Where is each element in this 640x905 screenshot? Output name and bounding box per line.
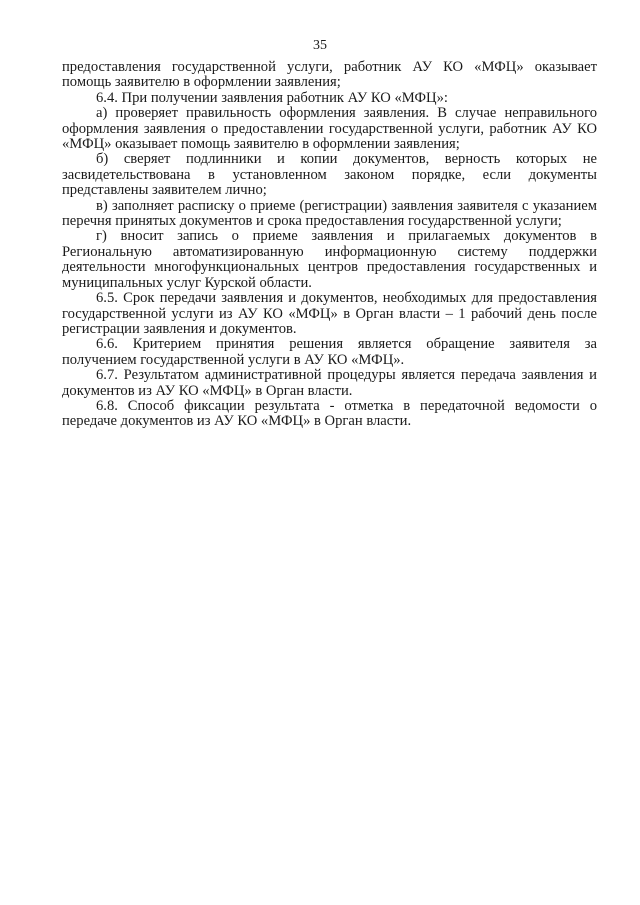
paragraph-6-4-g: г) вносит запись о приеме заявления и прилагаемых документов в Региональную автоматизированную информационную систему поддержки деятельности многофункциональных центров предоставления государственных и муниципальных услуг Курской области. (62, 228, 597, 291)
paragraph-6-4-v: в) заполняет расписку о приеме (регистрации) заявления заявителя с указанием перечня принятых документов и срока предоставления государственной услуги; (62, 197, 597, 230)
paragraph-6-5: 6.5. Срок передачи заявления и документов, необходимых для предоставления государственной услуги из АУ КО «МФЦ» в Орган власти – 1 рабочий день после регистрации заявления и документов. (62, 290, 597, 337)
paragraph-6-4-b: б) сверяет подлинники и копии документов, верность которых не засвидетельствована в установленном законом порядке, если документы представлены заявителем лично; (62, 151, 597, 199)
paragraph-6-8: 6.8. Способ фиксации результата - отметка в передаточной ведомости о передаче документов из АУ КО «МФЦ» в Орган власти. (62, 397, 597, 430)
paragraph-6-7: 6.7. Результатом административной процедуры является передача заявления и документов из АУ КО «МФЦ» в Орган власти. (62, 367, 597, 399)
page-number: 35 (313, 38, 327, 53)
paragraph-6-4: 6.4. При получении заявления работник АУ КО «МФЦ»: (96, 89, 448, 106)
paragraph-continuation: предоставления государственной услуги, работник АУ КО «МФЦ» оказывает помощь заявителю в оформлении заявления; (62, 59, 597, 91)
document-body (62, 60, 597, 430)
paragraph-6-6: 6.6. Критерием принятия решения является обращение заявителя за получением государственной услуги в АУ КО «МФЦ». (62, 336, 597, 368)
paragraph-6-4-a: а) проверяет правильность оформления заявления. В случае неправильного оформления заявления о предоставлении государственной услуги, работник АУ КО «МФЦ» оказывает помощь заявителю в оформлении заявления; (62, 105, 597, 153)
